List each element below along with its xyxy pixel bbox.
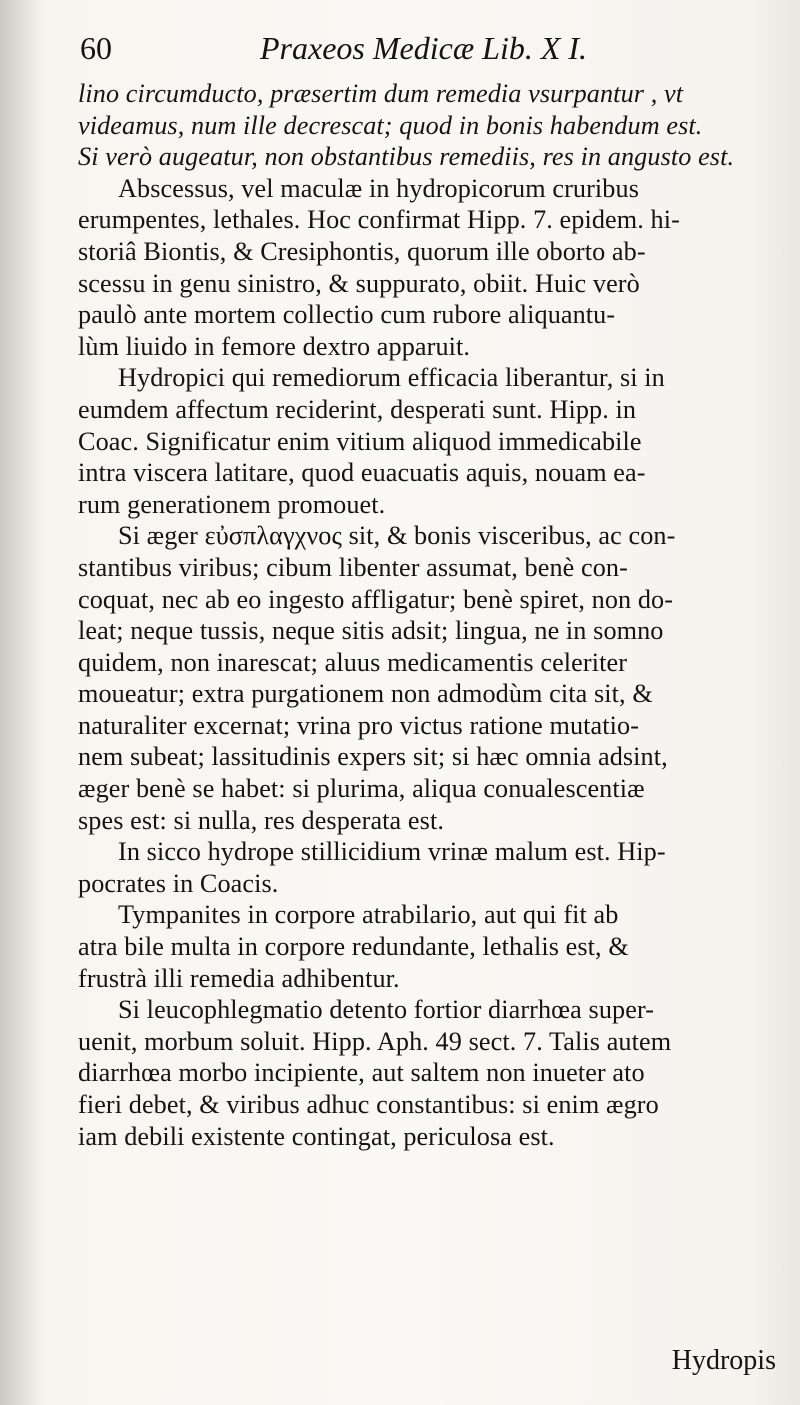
gutter-shadow <box>0 0 40 1405</box>
text-line: videamus, num ille decrescat; quod in bonis habendum est. <box>78 110 703 140</box>
text-line: quidem, non inarescat; aluus medicamentis celeriter <box>78 647 628 677</box>
text-line: stantibus viribus; cibum libenter assumat, benè con- <box>78 552 628 582</box>
text-line: moueatur; extra purgationem non admodùm cita sit, & <box>78 679 653 709</box>
text-line: naturaliter excernat; vrina pro victus ratione mutatio- <box>78 710 640 740</box>
text-line: eumdem affectum reciderint, desperati sunt. Hipp. in <box>78 394 637 424</box>
text-line: scessu in genu sinistro, & suppurato, obiit. Huic verò <box>78 268 640 298</box>
text-line: In sicco hydrope stillicidium vrinæ malum est. Hip- <box>118 837 666 867</box>
text-line: Hydropici qui remediorum efficacia liberantur, si in <box>118 363 665 393</box>
body-text <box>78 78 778 1152</box>
text-line: Coac. Significatur enim vitium aliquod immedicabile <box>78 426 642 456</box>
text-line: Abscessus, vel maculæ in hydropicorum cruribus <box>118 173 639 203</box>
text-line: leat; neque tussis, neque sitis adsit; lingua, ne in somno <box>78 616 664 646</box>
text-line: atra bile multa in corpore redundante, lethalis est, & <box>78 932 629 962</box>
text-line: spes est: si nulla, res desperata est. <box>78 805 444 835</box>
text-line: uenit, morbum soluit. Hipp. Aph. 49 sect. 7. Talis autem <box>78 1026 672 1056</box>
text-line: pocrates in Coacis. <box>78 868 279 898</box>
text-line: paulò ante mortem collectio cum rubore aliquantu- <box>78 300 616 330</box>
text-line: Si verò augeatur, non obstantibus remediis, res in angusto est. <box>78 142 735 172</box>
text-line: erumpentes, lethales. Hoc confirmat Hipp. 7. epidem. hi- <box>78 205 680 235</box>
text-line: coquat, nec ab eo ingesto affligatur; benè spiret, non do- <box>78 584 674 614</box>
text-line: intra viscera latitare, quod euacuatis aquis, nouam ea- <box>78 458 646 488</box>
text-line: frustrà illi remedia adhibentur. <box>78 963 400 993</box>
text-line: nem subeat; lassitudinis expers sit; si hæc omnia adsint, <box>78 742 668 772</box>
running-title: Praxeos Medicæ Lib. X I. <box>260 30 588 66</box>
text-line: fieri debet, & viribus adhuc constantibus: si enim ægro <box>78 1090 659 1119</box>
text-line: iam debili existente contingat, periculosa est. <box>78 1121 555 1151</box>
page-header <box>80 30 770 80</box>
page-number: 60 <box>80 30 112 66</box>
text-line: lino circumducto, præsertim dum remedia vsurpantur , vt <box>78 79 684 108</box>
text-line: diarrhœa morbo incipiente, aut saltem non inueter ato <box>78 1058 645 1088</box>
text-line: Si leucophlegmatio detento fortior diarrhœa super- <box>118 995 655 1025</box>
text-line: rum generationem promouet. <box>78 489 386 519</box>
text-line: storiâ Biontis, & Cresiphontis, quorum ille oborto ab- <box>78 236 646 266</box>
text-line: Tympanites in corpore atrabilario, aut qui fit ab <box>118 900 619 930</box>
text-line: lùm liuido in femore dextro apparuit. <box>78 331 471 361</box>
text-line: æger benè se habet: si plurima, aliqua conualescentiæ <box>78 774 645 804</box>
text-line: Si æger εὐσπλαγχνος sit, & bonis visceribus, ac con- <box>118 521 676 551</box>
catchword: Hydropis <box>671 1345 776 1376</box>
